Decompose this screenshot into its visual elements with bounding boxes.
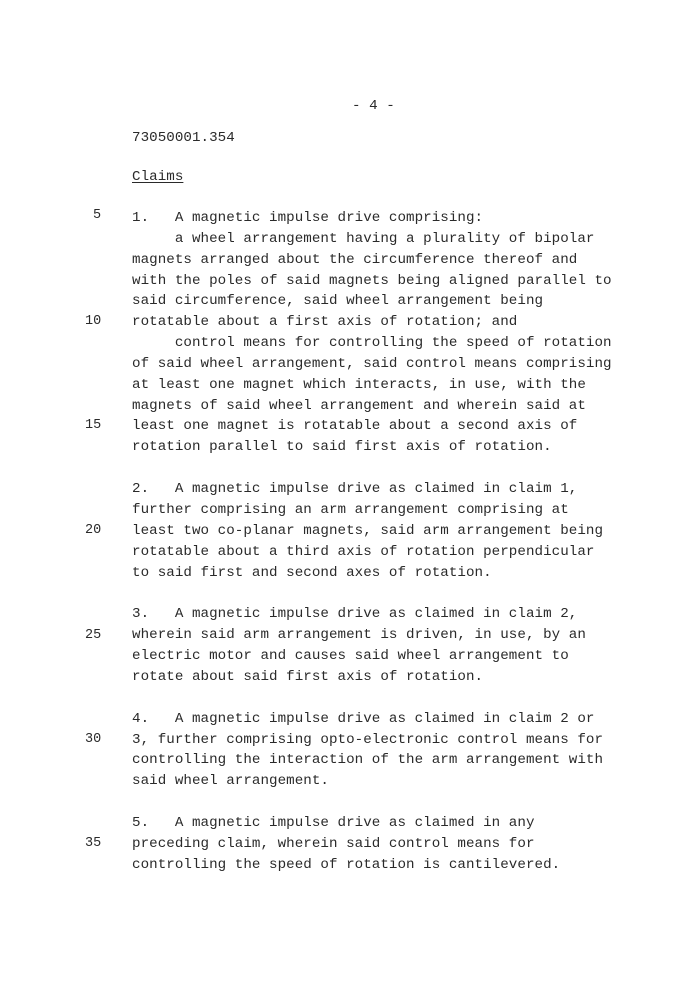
claim-line: magnets of said wheel arrangement and wherein said at bbox=[132, 398, 586, 414]
claim-line: further comprising an arm arrangement comprising at bbox=[132, 502, 569, 518]
claim-line: controlling the interaction of the arm arrangement with bbox=[132, 752, 604, 768]
claim-line: electric motor and causes said wheel arrangement to bbox=[132, 648, 569, 664]
claim-line: least one magnet is rotatable about a second axis of bbox=[132, 418, 578, 434]
claim-line: 3, further comprising opto-electronic control means for bbox=[132, 732, 604, 748]
claim-line: 2. A magnetic impulse drive as claimed in claim 1, bbox=[132, 481, 578, 497]
claim-line: 5. A magnetic impulse drive as claimed in any bbox=[132, 815, 535, 831]
section-title bbox=[132, 168, 183, 186]
line-number: 25 bbox=[85, 628, 102, 643]
claim-line: said circumference, said wheel arrangement being bbox=[132, 293, 544, 309]
claim-line: control means for controlling the speed of rotation bbox=[132, 335, 612, 351]
claim-line: rotation parallel to said first axis of rotation. bbox=[132, 439, 552, 455]
line-number: 30 bbox=[85, 732, 102, 747]
claim-line: with the poles of said magnets being aligned parallel to bbox=[132, 273, 612, 289]
claim-line: 4. A magnetic impulse drive as claimed in claim 2 or bbox=[132, 711, 595, 727]
claim-line: 3. A magnetic impulse drive as claimed in claim 2, bbox=[132, 606, 578, 622]
line-number: 5 bbox=[93, 208, 102, 223]
claim-line: said wheel arrangement. bbox=[132, 773, 329, 789]
claim-line: at least one magnet which interacts, in use, with the bbox=[132, 377, 586, 393]
claim-line: a wheel arrangement having a plurality of bipolar bbox=[132, 231, 595, 247]
claim-line: wherein said arm arrangement is driven, in use, by an bbox=[132, 627, 586, 643]
line-number: 35 bbox=[85, 836, 102, 851]
claim-line: controlling the speed of rotation is cantilevered. bbox=[132, 857, 561, 873]
claim-line: 1. A magnetic impulse drive comprising: bbox=[132, 210, 484, 226]
line-number: 15 bbox=[85, 418, 102, 433]
claim-line: to said first and second axes of rotation. bbox=[132, 565, 492, 581]
section-title-text: Claims bbox=[132, 169, 184, 185]
document-reference: 73050001.354 bbox=[132, 130, 235, 146]
claim-line: rotate about said first axis of rotation. bbox=[132, 669, 484, 685]
claim-line: rotatable about a third axis of rotation perpendicular bbox=[132, 544, 595, 560]
claim-line: magnets arranged about the circumference thereof and bbox=[132, 252, 578, 268]
claim-line: rotatable about a first axis of rotation; and bbox=[132, 314, 518, 330]
line-number: 20 bbox=[85, 523, 102, 538]
claim-line: least two co-planar magnets, said arm arrangement being bbox=[132, 523, 604, 539]
page-number: - 4 - bbox=[352, 98, 395, 114]
line-number: 10 bbox=[85, 314, 102, 329]
claim-line: preceding claim, wherein said control means for bbox=[132, 836, 535, 852]
claim-line: of said wheel arrangement, said control means comprising bbox=[132, 356, 612, 372]
